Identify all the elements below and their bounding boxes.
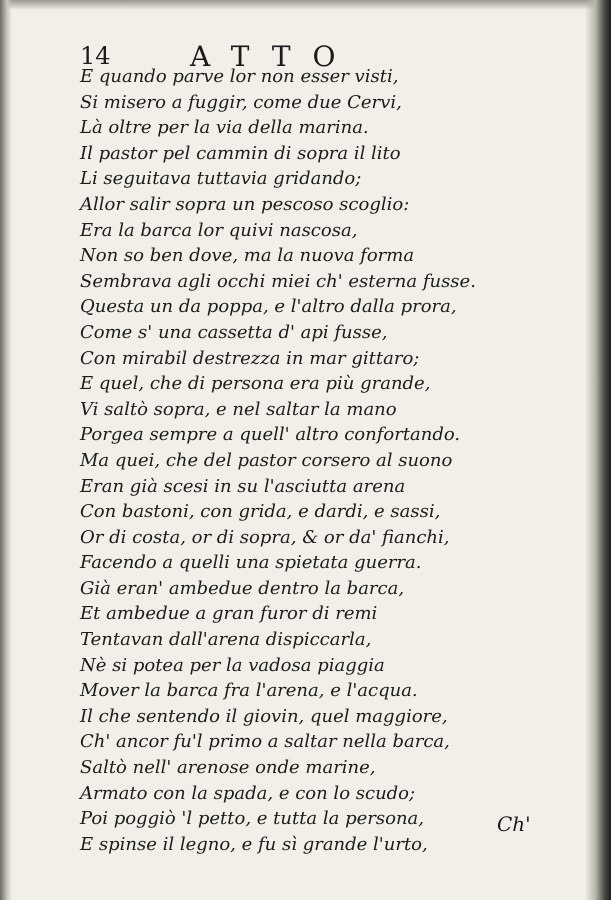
verse-line: E quel, che di persona era più grande, (80, 373, 431, 395)
verse-line: Là oltre per la via della marina. (80, 117, 369, 139)
page-top-edge (0, 0, 611, 10)
verse-line: Era la barca lor quivi nascosa, (80, 219, 358, 241)
gutter-shadow (0, 0, 12, 900)
verse-line: E quando parve lor non esser visti, (80, 66, 399, 87)
verse-line: Con bastoni, con grida, e dardi, e sassi, (80, 501, 441, 523)
verse-block (80, 64, 476, 857)
verse-line: Sembrava agli occhi miei ch' esterna fusse. (80, 270, 476, 292)
catchword: Ch' (497, 812, 531, 836)
verse-line: Poi poggiò 'l petto, e tutta la persona, (80, 808, 424, 830)
verse-line: Nè si potea per la vadosa piaggia (80, 654, 385, 676)
verse-line: Et ambedue a gran furor di remi (80, 603, 378, 625)
verse-line: Questa un da poppa, e l'altro dalla prora, (80, 296, 457, 318)
verse-line: Il pastor pel cammin di sopra il lito (80, 142, 401, 164)
verse-line: Porgea sempre a quell' altro confortando. (80, 424, 461, 446)
verse-line: Vi saltò sopra, e nel saltar la mano (80, 398, 397, 420)
verse-line: Facendo a quelli una spietata guerra. (80, 552, 422, 574)
verse-line: Ch' ancor fu'l primo a saltar nella barca, (80, 731, 450, 753)
verse-line: E spinse il legno, e fu sì grande l'urto, (80, 833, 428, 855)
verse-line: Come s' una cassetta d' api fusse, (80, 321, 388, 343)
verse-line: Or di costa, or di sopra, & or da' fianchi, (80, 526, 450, 548)
verse-line: Tentavan dall'arena dispiccarla, (80, 629, 372, 651)
verse-line: Già eran' ambedue dentro la barca, (80, 577, 405, 599)
verse-line: Si misero a fuggir, come due Cervi, (80, 91, 402, 113)
running-head: ATTO (190, 40, 358, 73)
verse-line: Ma quei, che del pastor corsero al suono (80, 449, 453, 471)
verse-line: Allor salir sopra un pescoso scoglio: (80, 193, 410, 215)
verse-line: Armato con la spada, e con lo scudo; (80, 782, 416, 804)
verse-line: Il che sentendo il giovin, quel maggiore, (80, 705, 448, 727)
page-number: 14 (80, 42, 111, 70)
verse-line: Mover la barca fra l'arena, e l'acqua. (80, 680, 418, 702)
verse-line: Saltò nell' arenose onde marine, (80, 757, 376, 779)
page-right-edge (585, 0, 611, 900)
verse-line: Eran già scesi in su l'asciutta arena (80, 475, 406, 497)
verse-line: Non so ben dove, ma la nuova forma (80, 245, 415, 267)
verse-line: Con mirabil destrezza in mar gittaro; (80, 347, 420, 369)
verse-line: Li seguitava tuttavia gridando; (80, 168, 362, 190)
